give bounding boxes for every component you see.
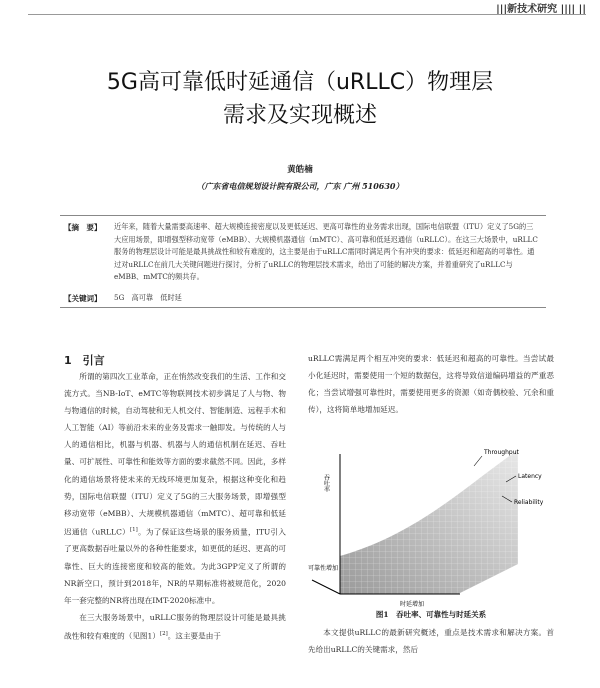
citation-2: [2]	[159, 630, 168, 637]
left-paragraph-1: 所谓的第四次工业革命，正在悄然改变我们的生活、工作和交流方式。当NB-IoT、eMTC等物联网技术初步满足了人与物、物与物通信的时候，自动驾驶和无人机交付、智能制造、远程手术和人工智能（AI）等前沿未来的业务及需求一触即发。与传统的人与人的通信相比，机器与机器、机器与人的通信机制在延迟、吞吐量、可扩展性、可靠性和能效等方面的要求截然不同。因此，多样化的通信场景将使未来的无线环境更加复杂，根据这种变化和趋势，国际电信联盟（ITU）定义了5G的三大服务场景，即增强型移动宽带（eMBB）、大规模机器通信（mMTC）、超可靠和低延迟通信（uRLLC）[1]。为了保证这些场景的服务质量，ITU引入了更高数据吞吐量以外的各种性能要求，如更低的延迟、更高的可靠性、巨大的连接密度和较高的能效。为此3GPP定义了所谓的NR新空口，预计到2018年，NR的早期标准将被规范化，2020年一套完整的NR将出现在IMT-2020标准中。	[64, 372, 286, 605]
figure-1-chart	[308, 444, 554, 612]
title-line-2: 需求及实现概述	[222, 103, 377, 128]
axis-label-latency: 时延增加	[400, 601, 425, 608]
axis-label-reliability: 可靠性增加	[308, 565, 339, 572]
axis-label-throughput: 吞吐率	[322, 474, 330, 492]
legend-throughput-pointer	[474, 456, 482, 466]
abstract-label: 【摘 要】	[64, 223, 102, 232]
right-column-bottom	[308, 624, 554, 658]
journal-section-header: |||新技术研究 |||| ||	[496, 4, 586, 15]
right-paragraph-2: 本文提供uRLLC的最新研究概述，重点是技术需求和解决方案。首先给出uRLLC的关键需求，然后	[308, 628, 554, 655]
paper-title	[40, 66, 560, 132]
legend-reliability: Reliability	[514, 499, 544, 506]
citation-1: [1]	[130, 526, 138, 533]
title-line-1: 5G高可靠低时延通信（uRLLC）物理层	[106, 70, 494, 95]
figure-1-caption: 图1 吞吐率、可靠性与时延关系	[375, 610, 487, 619]
section-heading: 1 引言	[64, 354, 105, 367]
left-column	[64, 368, 286, 645]
abstract-top-rule	[60, 215, 546, 216]
depth-axis	[312, 580, 340, 594]
header-rule	[28, 14, 586, 15]
right-paragraph-1: uRLLC需满足两个相互冲突的要求：低延迟和超高的可靠性。当尝试最小化延迟时，需要使用一个短的数据包，这将导致信道编码增益的严重恶化；当尝试增强可靠性时，需要使用更多的资源（如奇偶校验、冗余和重传），这将简单地增加延迟。	[308, 354, 554, 415]
left-paragraph-2: 在三大服务场景中，uRLLC服务的物理层设计可能是最具挑战性和较有难度的（见图1）[2]。这主要是由于	[64, 612, 286, 641]
legend-latency: Latency	[518, 473, 542, 480]
legend-throughput: Throughput	[484, 449, 519, 456]
abstract-text: 近年来，随着大量需要高速率、超大规模连接密度以及更低延迟、更高可靠性的业务需求出现，国际电信联盟（ITU）定义了5G的三大应用场景，即增强型移动宽带（eMBB）、大规模机器通信（mMTC）、高可靠和低延迟通信（uRLLC）。在这三大场景中，uRLLC服务的物理层设计可能是最具挑战性和较有难度的，这主要是由于uRLLC需同时满足两个有冲突的要求：低延迟和超高的可靠性。通过对uRLLC在前几大关键问题进行探讨，分析了uRLLC的物理层技术需求，给出了可能的解决方案，并着重研究了uRLLC与eMBB、mMTC的频共存。	[114, 222, 538, 282]
right-column-top	[308, 350, 554, 418]
author: 黄皓楠	[287, 165, 313, 175]
affiliation: （广东省电信规划设计院有限公司，广东 广州 510630）	[196, 181, 404, 191]
surface-gridlines	[340, 450, 518, 594]
abstract-bottom-rule	[60, 307, 546, 308]
keywords-text: 5G 高可靠 低时延	[114, 293, 182, 302]
keywords-label: 【关键词】	[64, 294, 102, 303]
